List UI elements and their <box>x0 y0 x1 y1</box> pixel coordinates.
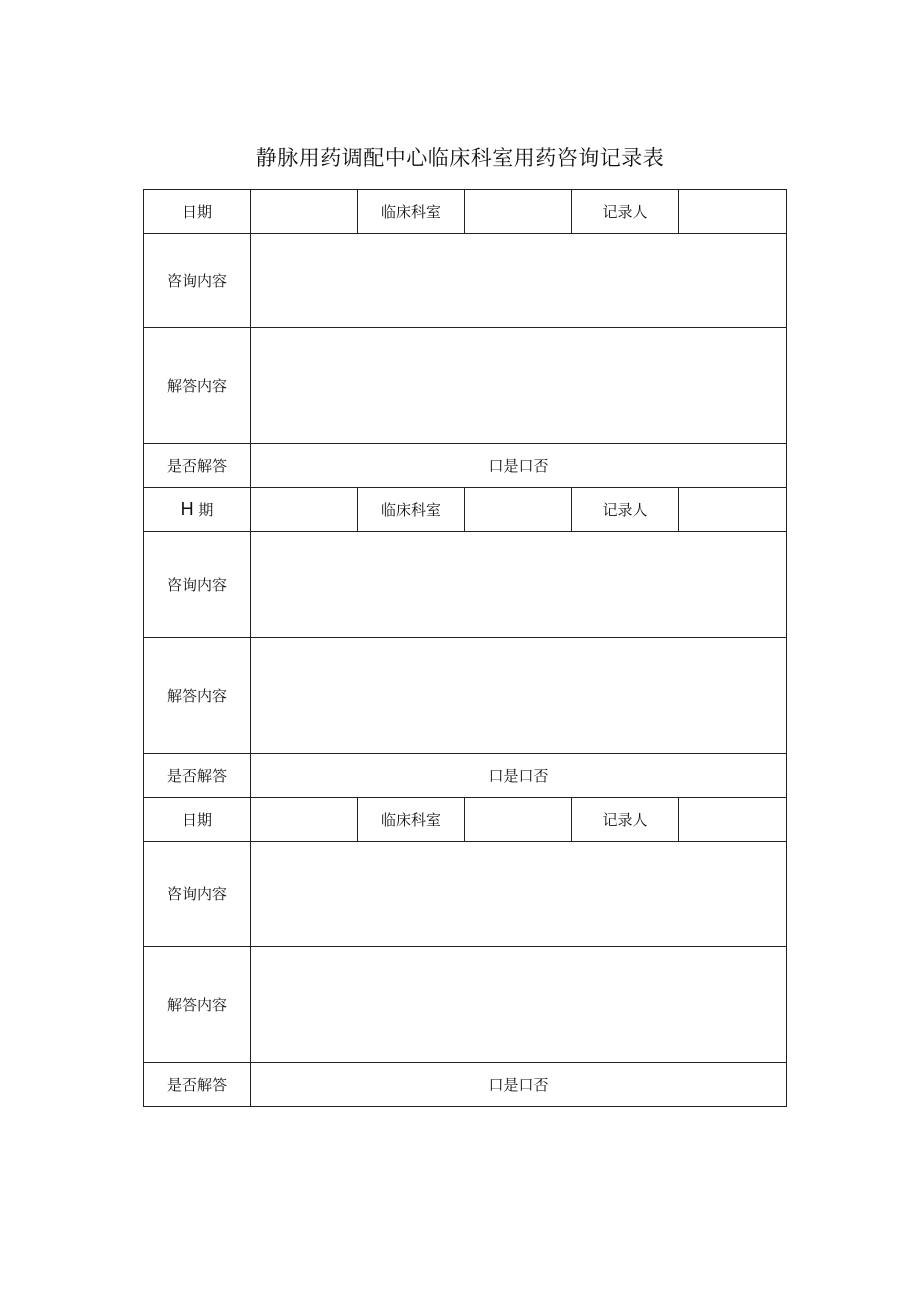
consultation-record-table <box>143 189 787 1107</box>
record-1-consult-row <box>144 234 787 328</box>
recorder-label: 记录人 <box>572 488 679 532</box>
answer-content-label: 解答内容 <box>144 638 251 754</box>
answered-checkbox-options[interactable]: 口是口否 <box>251 444 787 488</box>
date-label-rest: 期 <box>198 501 214 519</box>
recorder-field[interactable] <box>679 488 787 532</box>
record-1-answered-row <box>144 444 787 488</box>
answered-checkbox-options[interactable]: 口是口否 <box>251 1063 787 1107</box>
record-3-consult-row <box>144 842 787 947</box>
department-field[interactable] <box>465 488 572 532</box>
record-3-header-row <box>144 798 787 842</box>
consult-content-label: 咨询内容 <box>144 842 251 947</box>
record-3-answer-row <box>144 947 787 1063</box>
record-1-header-row <box>144 190 787 234</box>
answered-label: 是否解答 <box>144 1063 251 1107</box>
record-1-answer-row <box>144 328 787 444</box>
answered-label: 是否解答 <box>144 444 251 488</box>
answer-content-label: 解答内容 <box>144 947 251 1063</box>
record-2-consult-row <box>144 532 787 638</box>
date-label: 日期 <box>144 798 251 842</box>
answered-label: 是否解答 <box>144 754 251 798</box>
consult-content-field[interactable] <box>251 532 787 638</box>
record-2-answered-row <box>144 754 787 798</box>
recorder-label: 记录人 <box>572 798 679 842</box>
record-3-answered-row <box>144 1063 787 1107</box>
recorder-label: 记录人 <box>572 190 679 234</box>
date-label: 日期 <box>144 190 251 234</box>
recorder-field[interactable] <box>679 190 787 234</box>
answered-checkbox-options[interactable]: 口是口否 <box>251 754 787 798</box>
date-field[interactable] <box>251 488 358 532</box>
date-field[interactable] <box>251 798 358 842</box>
page-title: 静脉用药调配中心临床科室用药咨询记录表 <box>255 146 665 170</box>
date-label-letter: H <box>180 499 194 519</box>
department-label: 临床科室 <box>358 488 465 532</box>
consult-content-field[interactable] <box>251 842 787 947</box>
department-field[interactable] <box>465 798 572 842</box>
record-2-header-row <box>144 488 787 532</box>
consult-content-label: 咨询内容 <box>144 234 251 328</box>
department-label: 临床科室 <box>358 190 465 234</box>
answer-content-field[interactable] <box>251 328 787 444</box>
answer-content-field[interactable] <box>251 638 787 754</box>
department-field[interactable] <box>465 190 572 234</box>
department-label: 临床科室 <box>358 798 465 842</box>
record-2-answer-row <box>144 638 787 754</box>
answer-content-field[interactable] <box>251 947 787 1063</box>
date-label <box>144 488 251 532</box>
recorder-field[interactable] <box>679 798 787 842</box>
consult-content-field[interactable] <box>251 234 787 328</box>
consult-content-label: 咨询内容 <box>144 532 251 638</box>
answer-content-label: 解答内容 <box>144 328 251 444</box>
date-field[interactable] <box>251 190 358 234</box>
